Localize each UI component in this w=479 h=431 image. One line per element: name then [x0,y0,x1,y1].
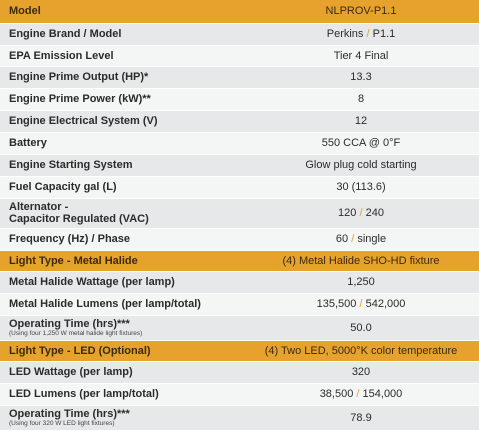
row-label: Battery [0,132,243,154]
row-label: Metal Halide Lumens (per lamp/total) [0,293,243,315]
spec-row-fuel [0,176,479,198]
spec-row-led-wattage [0,361,479,383]
spec-row-light-type-led [0,340,479,361]
row-value [243,198,479,228]
row-value: 12 [243,110,479,132]
spec-row-electrical [0,110,479,132]
row-label: Light Type - LED (Optional) [0,340,243,361]
value-separator: / [359,298,363,310]
value-separator: / [356,388,360,400]
value-separator: / [359,207,363,219]
spec-row-mh-lumens [0,293,479,315]
row-label: EPA Emission Level [0,45,243,66]
label-line-2: Capacitor Regulated (VAC) [9,213,149,225]
value-part-b: single [357,233,387,245]
row-label: Model [0,0,243,23]
row-value: Tier 4 Final [243,45,479,66]
spec-row-model [0,0,479,23]
value-part-b: 154,000 [362,388,403,400]
value-separator: / [366,28,370,40]
row-value [243,23,479,45]
label-note: (Using four 320 W LED light fixtures) [9,419,115,427]
row-label: Frequency (Hz) / Phase [0,228,243,250]
spec-row-epa [0,45,479,66]
row-label: Engine Prime Power (kW)** [0,88,243,110]
row-value: 13.3 [243,66,479,88]
value-part-a: 38,500 [319,388,354,400]
spec-row-mh-wattage [0,271,479,293]
label-text: Operating Time (hrs)*** [9,317,130,330]
row-value: (4) Metal Halide SHO-HD fixture [243,250,479,271]
row-value: 78.9 [243,405,479,430]
value-part-b: 240 [365,207,384,219]
row-value: 1,250 [243,271,479,293]
spec-row-engine-brand [0,23,479,45]
row-label [0,198,243,228]
row-value: 320 [243,361,479,383]
row-value [243,228,479,250]
row-label: Metal Halide Wattage (per lamp) [0,271,243,293]
row-value [243,293,479,315]
label-note: (Using four 1,250 W metal halide light fixtures) [9,329,143,337]
value-part-a: 60 [335,233,349,245]
spec-row-mh-operating-time [0,315,479,340]
value-part-b: P1.1 [372,28,396,40]
spec-row-starting [0,154,479,176]
row-label: Engine Brand / Model [0,23,243,45]
spec-row-frequency [0,228,479,250]
row-label: Light Type - Metal Halide [0,250,243,271]
row-value: 550 CCA @ 0°F [243,132,479,154]
row-value [243,383,479,405]
value-part-a: Perkins [326,28,364,40]
row-value: NLPROV-P1.1 [243,0,479,23]
row-label: Engine Prime Output (HP)* [0,66,243,88]
row-label: Fuel Capacity gal (L) [0,176,243,198]
spec-row-led-operating-time [0,405,479,430]
spec-row-battery [0,132,479,154]
spec-row-light-type-mh [0,250,479,271]
row-label [0,405,243,430]
row-label: LED Wattage (per lamp) [0,361,243,383]
row-value: 30 (113.6) [243,176,479,198]
label-text: Operating Time (hrs)*** [9,407,130,420]
row-value: (4) Two LED, 5000°K color temperature [243,340,479,361]
spec-row-kw [0,88,479,110]
value-separator: / [351,233,355,245]
row-label: Engine Electrical System (V) [0,110,243,132]
label-line-1: Alternator - [9,201,69,213]
spec-row-hp [0,66,479,88]
value-part-a: 135,500 [316,298,357,310]
spec-row-alternator [0,198,479,228]
row-value: 50.0 [243,315,479,340]
row-label [0,315,243,340]
row-label: Engine Starting System [0,154,243,176]
value-part-b: 542,000 [365,298,406,310]
value-part-a: 120 [338,207,357,219]
spec-row-led-lumens [0,383,479,405]
row-value: Glow plug cold starting [243,154,479,176]
row-value: 8 [243,88,479,110]
row-label: LED Lumens (per lamp/total) [0,383,243,405]
